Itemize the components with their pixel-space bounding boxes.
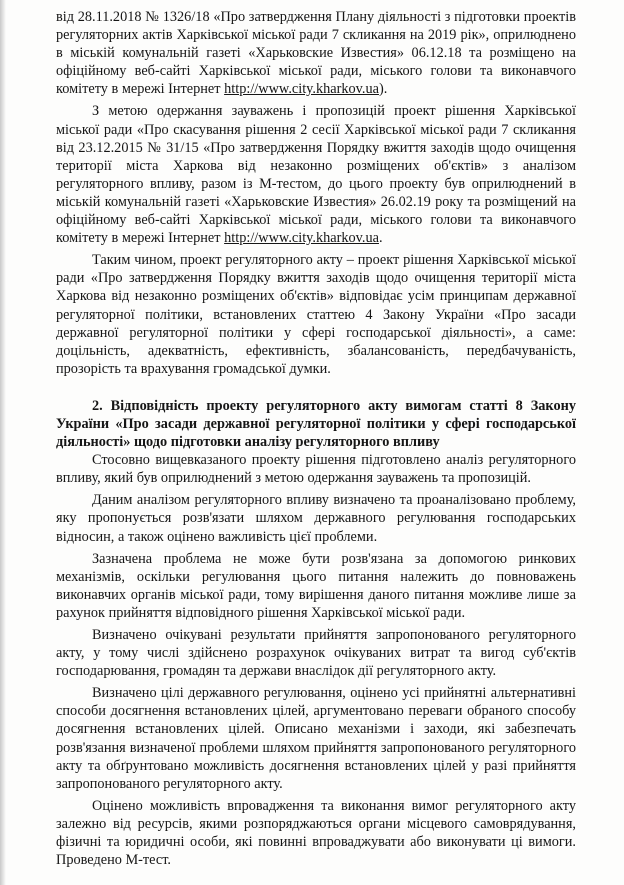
paragraph-text: Оцінено можливість впровадження та виконання вимог регуляторного акту залежно від ресурсів, якими розпоряджаються органи місцевого самоврядування, фізичні та юридичні особи, які повинні впроваджувати або виконувати ці вимоги. Проведено М-тест.: [56, 797, 576, 869]
paragraph-text: Таким чином, проект регуляторного акту – проект рішення Харківської міської ради «Про затвердження Порядку вжиття заходів щодо очищення території міста Харкова від незаконно розміщених об'єктів» відповідає усім принципам державної регуляторної політики, встановлених статтею 4 Закону України «Про засади державної регуляторної політики у сфері господарської діяльності», а саме: доцільність, адекватність, ефективність, збалансованість, передбачуваність, прозорість та врахування громадської думки.: [56, 252, 576, 377]
paragraph-problem-defined: [56, 491, 576, 545]
website-link[interactable]: http://www.city.kharkov.ua: [224, 81, 379, 98]
scan-edge-shadow: [0, 0, 6, 885]
heading-text: 2. Відповідність проекту регуляторного акту вимогам статті 8 Закону України «Про засади державної регуляторної політики у сфері господарської діяльності» щодо підготовки аналізу регуляторного впливу: [56, 397, 576, 451]
section-heading-2: [56, 397, 576, 451]
paragraph-text: від 28.11.2018 № 1326/18 «Про затвердження Плану діяльності з підготовки проектів регуляторних актів Харківської міської ради 7 скликання на 2019 рік», оприлюднено в міській комунальній газеті «Харьковские Известия» 06.12.18 та розміщено на офіційному веб-сайті Харківської міської ради, міського голови та виконавчого комітету в мережі Інтернет: [56, 9, 576, 98]
paragraph-market-mechanisms: [56, 550, 576, 622]
paragraph-text: Даним аналізом регуляторного впливу визначено та проаналізовано проблему, яку пропонується розв'язати шляхом державного регулювання господарських відносин, а також оцінено важливість цієї проблеми.: [56, 492, 576, 545]
paragraph-compliance-principles: [56, 251, 576, 378]
paragraph-publication-notice: [56, 8, 576, 98]
paragraph-analysis-prepared: [56, 451, 576, 487]
paragraph-text: Стосовно вищевказаного проекту рішення підготовлено аналіз регуляторного впливу, який був оприлюднений з метою одержання зауважень та пропозицій.: [56, 452, 576, 487]
paragraph-regulation-goals: [56, 684, 576, 793]
paragraph-tail: .: [378, 230, 383, 247]
paragraph-text: З метою одержання зауважень і пропозицій проект рішення Харківської міської ради «Про скасування рішення 2 сесії Харківської міської ради 7 скликання від 23.12.2015 № 31/15 «Про затвердження Порядку вжиття заходів щодо очищення території міста Харкова від незаконно розміщених об'єктів» з аналізом регуляторного впливу, разом із М-тестом, до цього проекту був оприлюднений в міській комунальній газеті «Харьковские Известия» 26.02.19 року та розміщений на офіційному веб-сайті Харківської міської ради, міського голови та виконавчого комітету в мережі Інтернет: [56, 103, 576, 247]
paragraph-tail: ).: [378, 81, 388, 98]
paragraph-comments-purpose: [56, 102, 576, 247]
paragraph-text: Зазначена проблема не може бути розв'язана за допомогою ринкових механізмів, оскільки регулювання цього питання належить до повноважень виконавчих органів міської ради, тому вирішення даного питання можливе лише за рахунок прийняття відповідного рішення Харківської міської ради.: [56, 550, 576, 621]
paragraph-text: Визначено очікувані результати прийняття запропонованого регуляторного акту, у тому числі здійснено розрахунок очікуваних витрат та вигод суб'єктів господарювання, громадян та держави внаслідок дії регуляторного акту.: [56, 627, 576, 680]
paragraph-text: Визначено цілі державного регулювання, оцінено усі прийнятні альтернативні способи досягнення встановлених цілей, аргументовано переваги обраного способу досягнення встановлених цілей. Описано механізми і заходи, які забезпечать розв'язання визначеної проблеми шляхом прийняття запропонованого регуляторного акту та обґрунтовано можливість досягнення встановлених цілей у разі прийняття запропонованого регуляторного акту.: [56, 685, 576, 792]
document-body: [56, 8, 576, 869]
paragraph-expected-results: [56, 626, 576, 680]
paragraph-implementation-assessment: [56, 797, 576, 869]
website-link[interactable]: http://www.city.kharkov.ua: [224, 230, 379, 247]
